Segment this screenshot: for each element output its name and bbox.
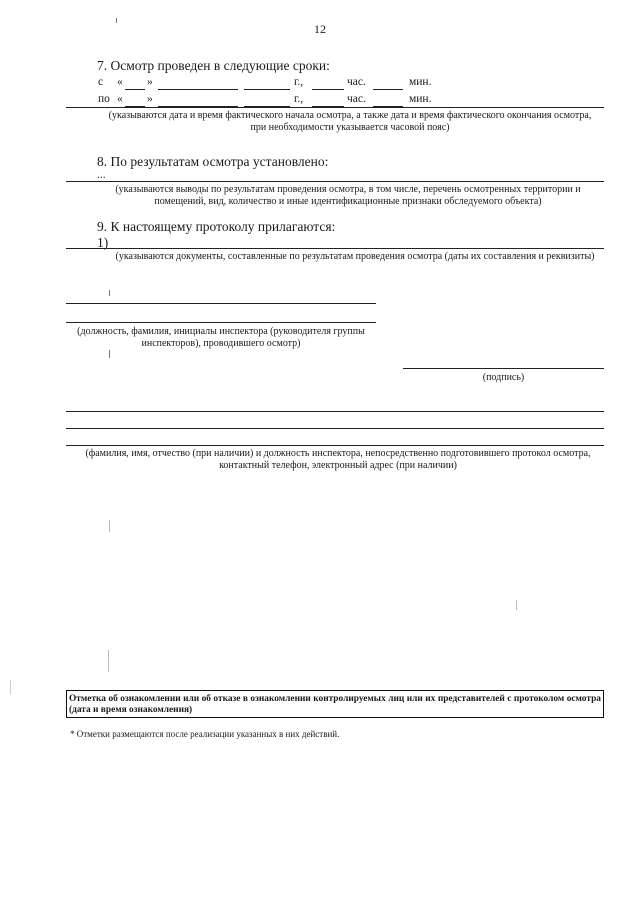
hours-label: час. — [347, 93, 366, 105]
acknowledgement-box — [66, 690, 604, 718]
preparer-line-3[interactable] — [66, 445, 604, 446]
section-9-note: (указываются документы, составленные по результатам проведения осмотра (даты их составления и реквизиты) — [115, 251, 595, 262]
scan-speck — [516, 600, 517, 610]
section-8-rule — [66, 181, 604, 182]
preparer-line-1[interactable] — [66, 411, 604, 412]
inspector-line-2[interactable] — [66, 322, 376, 323]
minutes-label: мин. — [409, 76, 432, 88]
scan-speck — [10, 680, 11, 694]
open-quote: « — [117, 76, 123, 88]
preparer-line-2[interactable] — [66, 428, 604, 429]
year-label: г., — [294, 76, 304, 88]
minutes-blank[interactable] — [373, 89, 403, 90]
scan-speck — [109, 290, 110, 296]
signature-label: (подпись) — [482, 372, 525, 383]
hours-label: час. — [347, 76, 366, 88]
section-8-note: (указываются выводы по результатам проведения осмотра, в том числе, перечень осмотренных территории и помещений, вид, количество и иные идентификационные признаки обследуемого объекта) — [115, 184, 581, 207]
section-9-heading: 9. К настоящему протоколу прилагаются: — [97, 219, 336, 234]
footnote: * Отметки размещаются после реализации указанных в них действий. — [70, 729, 340, 739]
year-blank[interactable] — [244, 89, 290, 90]
acknowledgement-text: Отметка об ознакомлении или об отказе в ознакомлении контролируемых лиц или их представителей с протоколом осмотра (дата и время ознакомления) — [69, 694, 601, 715]
section-9-item-1[interactable]: 1) — [97, 235, 109, 250]
section-9-rule — [66, 248, 604, 249]
section-7-heading: 7. Осмотр проведен в следующие сроки: — [97, 58, 330, 73]
section-8-heading: 8. По результатам осмотра установлено: — [97, 154, 329, 169]
year-label: г., — [294, 93, 304, 105]
close-quote: » — [147, 93, 153, 105]
inspector-note: (должность, фамилия, инициалы инспектора (руководителя группы инспекторов), проводившего осмотр) — [77, 326, 365, 349]
scan-speck — [116, 18, 117, 23]
day-blank[interactable] — [125, 89, 145, 90]
scan-speck — [109, 350, 110, 358]
section-8-value[interactable]: ... — [97, 169, 106, 181]
preparer-note: (фамилия, имя, отчество (при наличии) и должность инспектора, непосредственно подготовившего протокол осмотра, контактный телефон, электронный адрес (при наличии) — [85, 448, 591, 471]
minutes-label: мин. — [409, 93, 432, 105]
close-quote: » — [147, 76, 153, 88]
row-prefix: по — [98, 93, 110, 105]
row-prefix: с — [98, 76, 104, 88]
section-7-rule — [66, 107, 604, 108]
page-number: 12 — [314, 22, 326, 36]
scan-speck — [108, 650, 109, 672]
inspector-line-1[interactable] — [66, 303, 376, 304]
month-blank[interactable] — [158, 89, 238, 90]
open-quote: « — [117, 93, 123, 105]
hours-blank[interactable] — [312, 89, 344, 90]
scan-speck — [109, 520, 110, 532]
signature-line[interactable] — [403, 368, 604, 369]
section-7-note: (указываются дата и время фактического начала осмотра, а также дата и время фактического окончания осмотра, при необходимости указывается часовой пояс) — [108, 110, 592, 133]
